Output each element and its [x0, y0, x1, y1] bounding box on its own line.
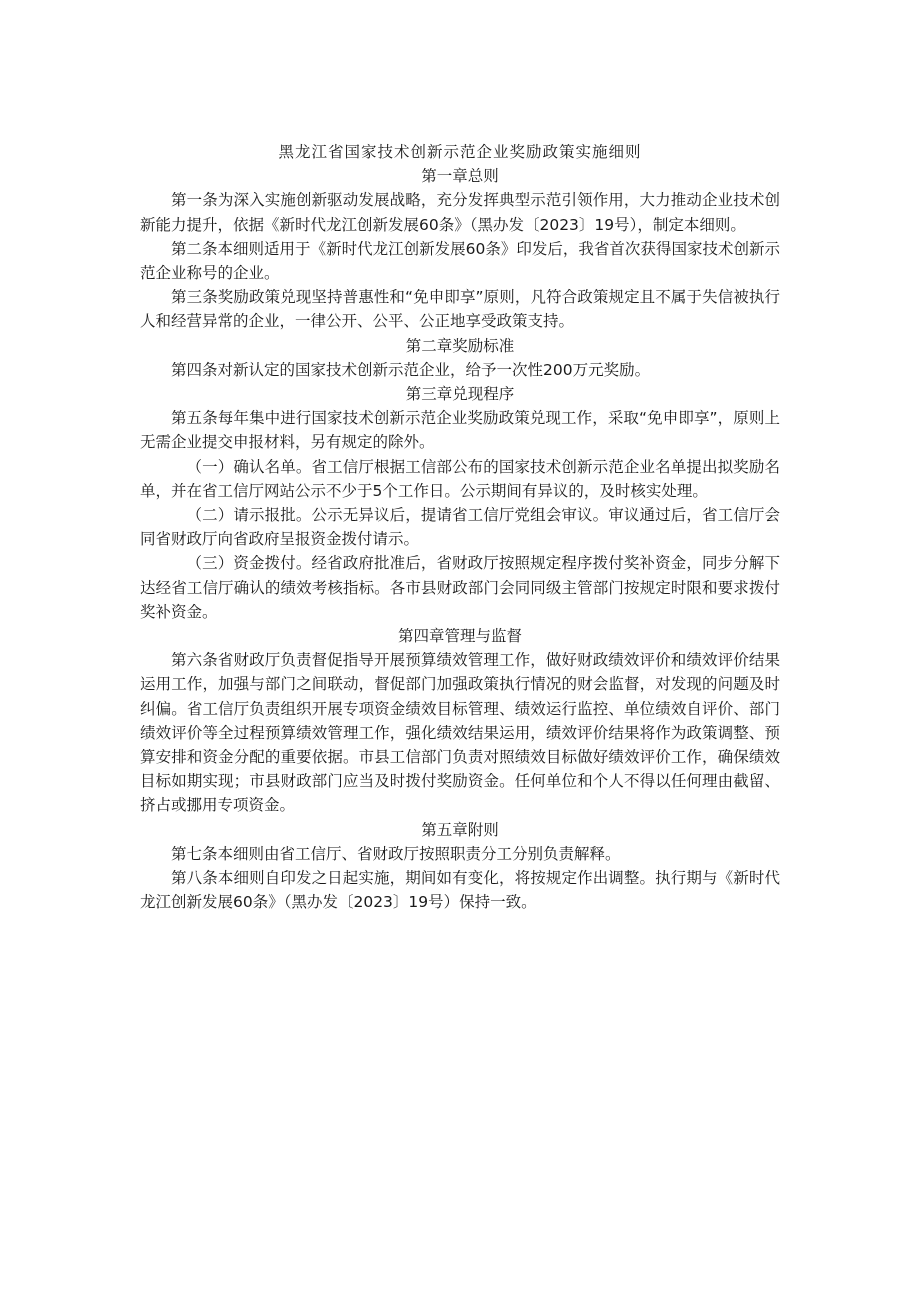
article-5-item-2: （二）请示报批。公示无异议后，提请省工信厅党组会审议。审议通过后，省工信厅会同省财政厅向省政府呈报资金拨付请示。	[140, 506, 780, 549]
article-1: 第一条为深入实施创新驱动发展战略，充分发挥典型示范引领作用，大力推动企业技术创新能力提升，依据《新时代龙江创新发展60条》（黑办发〔2023〕19号），制定本细则。	[140, 191, 780, 234]
article-6: 第六条省财政厅负责督促指导开展预算绩效管理工作，做好财政绩效评价和绩效评价结果运用工作，加强与部门之间联动，督促部门加强政策执行情况的财会监督，对发现的问题及时纠偏。省工信厅负责组织开展专项资金绩效目标管理、绩效运行监控、单位绩效自评价、部门绩效评价等全过程预算绩效管理工作，强化绩效结果运用，绩效评价结果将作为政策调整、预算安排和资金分配的重要依据。市县工信部门负责对照绩效目标做好绩效评价工作，确保绩效目标如期实现；市县财政部门应当及时拨付奖励资金。任何单位和个人不得以任何理由截留、挤占或挪用专项资金。	[140, 651, 780, 815]
article-5-item-3: （三）资金拨付。经省政府批准后，省财政厅按照规定程序拨付奖补资金，同步分解下达经省工信厅确认的绩效考核指标。各市县财政部门会同同级主管部门按规定时限和要求拨付奖补资金。	[140, 554, 780, 621]
article-4: 第四条对新认定的国家技术创新示范企业，给予一次性200万元奖励。	[171, 360, 651, 379]
article-3: 第三条奖励政策兑现坚持普惠性和“免申即享”原则，凡符合政策规定且不属于失信被执行人和经营异常的企业，一律公开、公平、公正地享受政策支持。	[140, 288, 780, 331]
chapter-1-heading: 第一章总则	[421, 167, 499, 186]
article-5-item-1: （一）确认名单。省工信厅根据工信部公布的国家技术创新示范企业名单提出拟奖励名单，并在省工信厅网站公示不少于5个工作日。公示期间有异议的，及时核实处理。	[140, 457, 780, 500]
article-7: 第七条本细则由省工信厅、省财政厅按照职责分工分别负责解释。	[171, 844, 621, 863]
article-2: 第二条本细则适用于《新时代龙江创新发展60条》印发后，我省首次获得国家技术创新示范企业称号的企业。	[140, 239, 780, 283]
document-title: 黑龙江省国家技术创新示范企业奖励政策实施细则	[278, 143, 642, 161]
chapter-3-heading: 第三章兑现程序	[405, 385, 515, 404]
chapter-4-heading: 第四章管理与监督	[397, 627, 522, 646]
document-body	[140, 140, 780, 915]
article-8: 第八条本细则自印发之日起实施，期间如有变化，将按规定作出调整。执行期与《新时代龙江创新发展60条》（黑办发〔2023〕19号）保持一致。	[140, 869, 780, 912]
article-5: 第五条每年集中进行国家技术创新示范企业奖励政策兑现工作，采取“免申即享”，原则上无需企业提交申报材料，另有规定的除外。	[140, 409, 780, 452]
chapter-5-heading: 第五章附则	[421, 820, 499, 839]
chapter-2-heading: 第二章奖励标准	[405, 336, 515, 355]
